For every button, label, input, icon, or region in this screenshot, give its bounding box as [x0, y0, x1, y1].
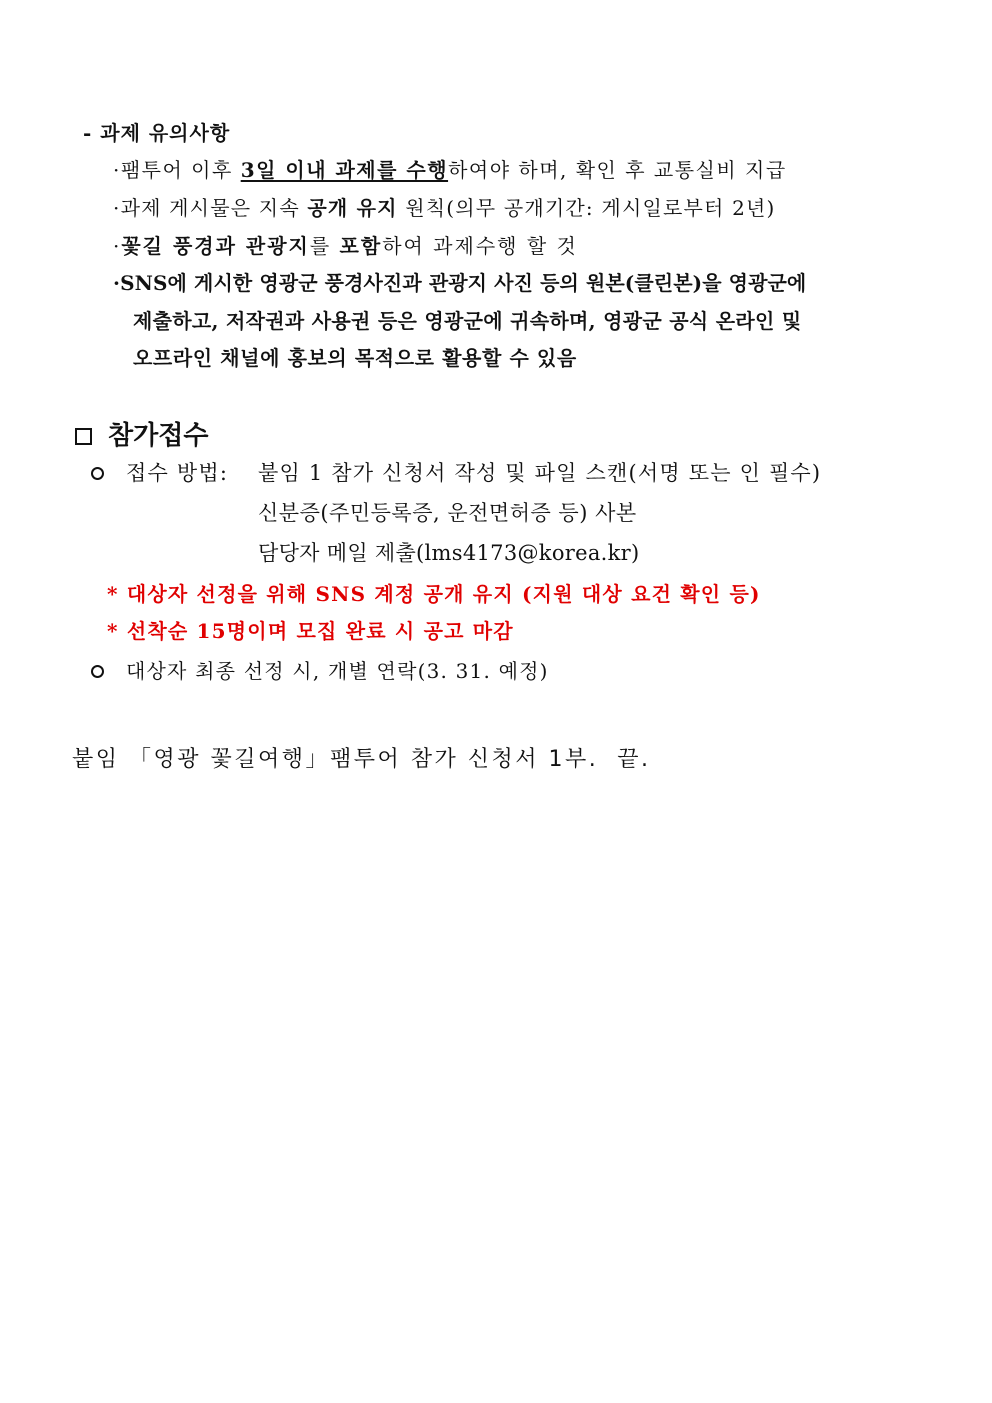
method-line-3: 담당자 메일 제출(lms4173@korea.kr) [258, 541, 640, 565]
circle-bullet-icon [91, 665, 104, 678]
emphasis-deadline: 3일 이내 과제를 수행 [240, 158, 449, 182]
notes-heading: - 과제 유의사항 [83, 121, 231, 145]
notes-bullet-3: ·꽃길 풍경과 관광지를 포함하여 과제수행 할 것 [113, 234, 578, 258]
method-row [91, 457, 228, 487]
notes-bullet-4-line-2: 제출하고, 저작권과 사용권 등은 영광군에 귀속하며, 영광군 공식 온라인 및 [133, 309, 802, 333]
note-first-come: * 선착순 15명이며 모집 완료 시 공고 마감 [107, 619, 514, 643]
circle-bullet-icon [91, 467, 104, 480]
method-line-2: 신분증(주민등록증, 운전면허증 등) 사본 [258, 501, 637, 525]
notes-bullet-1: ·팸투어 이후 3일 이내 과제를 수행하여야 하며, 확인 후 교통실비 지급 [113, 158, 787, 182]
emphasis-public: 공개 유지 [307, 196, 398, 220]
method-label: 접수 방법: [126, 461, 229, 485]
attachment-line: 붙임 「영광 꽃길여행」팸투어 참가 신청서 1부. 끝. [72, 747, 651, 772]
section-title: 참가접수 [75, 415, 208, 452]
final-selection-row: 대상자 최종 선정 시, 개별 연락(3. 31. 예정) [91, 655, 549, 684]
note-sns-public: * 대상자 선정을 위해 SNS 계정 공개 유지 (지원 대상 요건 확인 등) [107, 582, 761, 606]
method-line-1: 붙임 1 참가 신청서 작성 및 파일 스캔(서명 또는 인 필수) [258, 461, 822, 485]
bullet-dot: · [113, 196, 121, 220]
bullet-dot: · [113, 234, 122, 258]
notes-bullet-4-line-1: ·SNS에 게시한 영광군 풍경사진과 관광지 사진 등의 원본(클린본)을 영광군에 [113, 271, 807, 295]
bullet-dot: · [113, 271, 121, 295]
checkbox-square-icon [75, 428, 92, 445]
bullet-dot: · [113, 158, 121, 182]
notes-bullet-2: ·과제 게시물은 지속 공개 유지 원칙(의무 공개기간: 게시일로부터 2년) [113, 196, 776, 220]
notes-bullet-4-line-3: 오프라인 채널에 홍보의 목적으로 활용할 수 있음 [133, 346, 577, 370]
